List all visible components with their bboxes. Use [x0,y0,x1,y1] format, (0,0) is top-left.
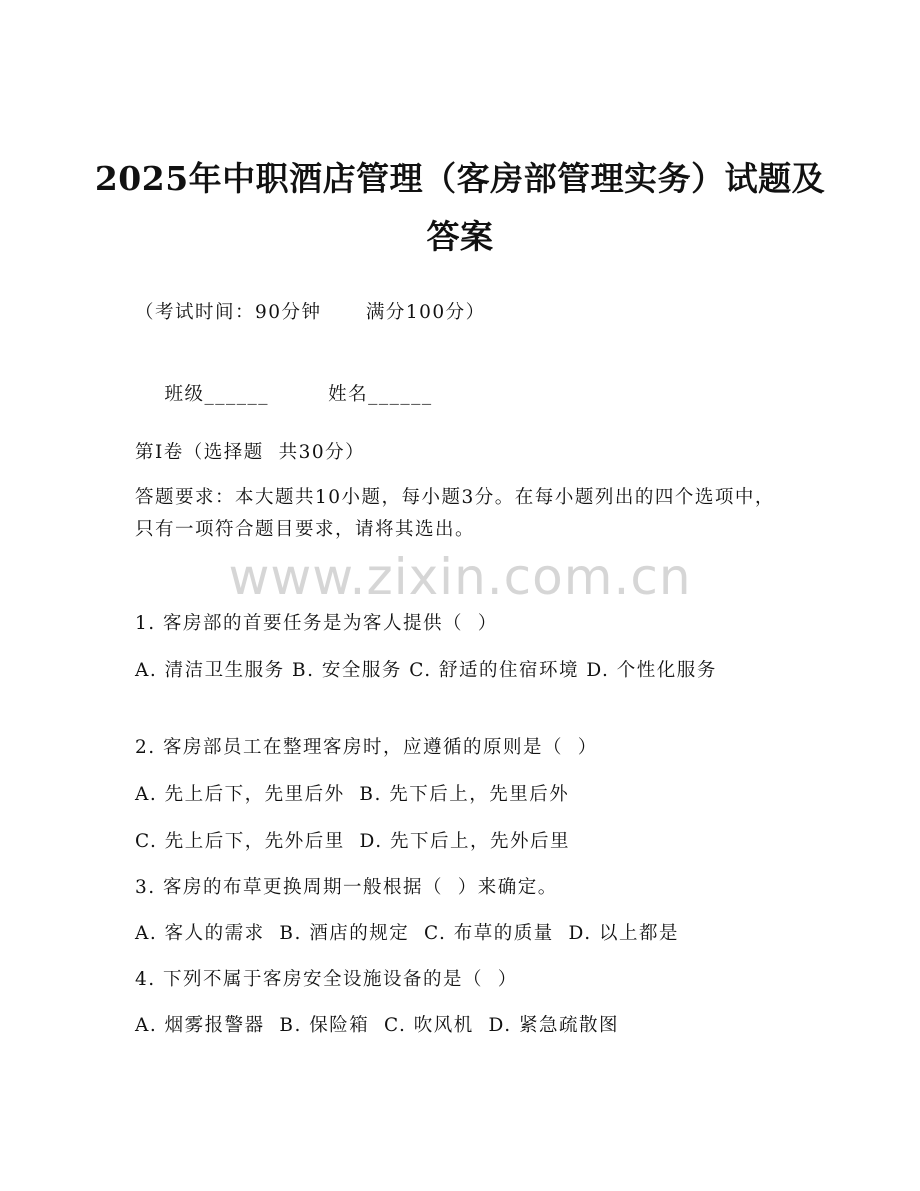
exam-info: （考试时间：90分钟 满分100分） [135,302,486,323]
section-header: 第I卷（选择题 共30分） [135,442,366,463]
question-3-options: A. 客人的需求 B. 酒店的规定 C. 布草的质量 D. 以上都是 [135,923,679,944]
question-2-stem: 2. 客房部员工在整理客房时，应遵循的原则是（ ） [135,737,598,758]
document-title: 2025年中职酒店管理（客房部管理实务）试题及答案 [94,159,826,256]
question-3-stem: 3. 客房的布草更换周期一般根据（ ）来确定。 [135,877,558,898]
name-field-label: 姓名______ [328,384,433,405]
watermark: www.zixin.com.cn [228,548,692,606]
instructions: 答题要求：本大题共10小题，每小题3分。在每小题列出的四个选项中，只有一项符合题目要求，请将其选出。 [135,487,775,540]
student-info-row [135,344,433,446]
question-4-options: A. 烟雾报警器 B. 保险箱 C. 吹风机 D. 紧急疏散图 [135,1015,619,1036]
question-2-options-line-1: A. 先上后下，先里后外 B. 先下后上，先里后外 [135,784,570,805]
class-field-label: 班级______ [164,384,270,405]
question-1-options: A. 清洁卫生服务 B. 安全服务 C. 舒适的住宿环境 D. 个性化服务 [135,660,717,681]
question-1-stem: 1. 客房部的首要任务是为客人提供（ ） [135,613,498,634]
question-2-options-line-2: C. 先上后下，先外后里 D. 先下后上，先外后里 [135,831,570,852]
question-4-stem: 4. 下列不属于客房安全设施设备的是（ ） [135,969,518,990]
